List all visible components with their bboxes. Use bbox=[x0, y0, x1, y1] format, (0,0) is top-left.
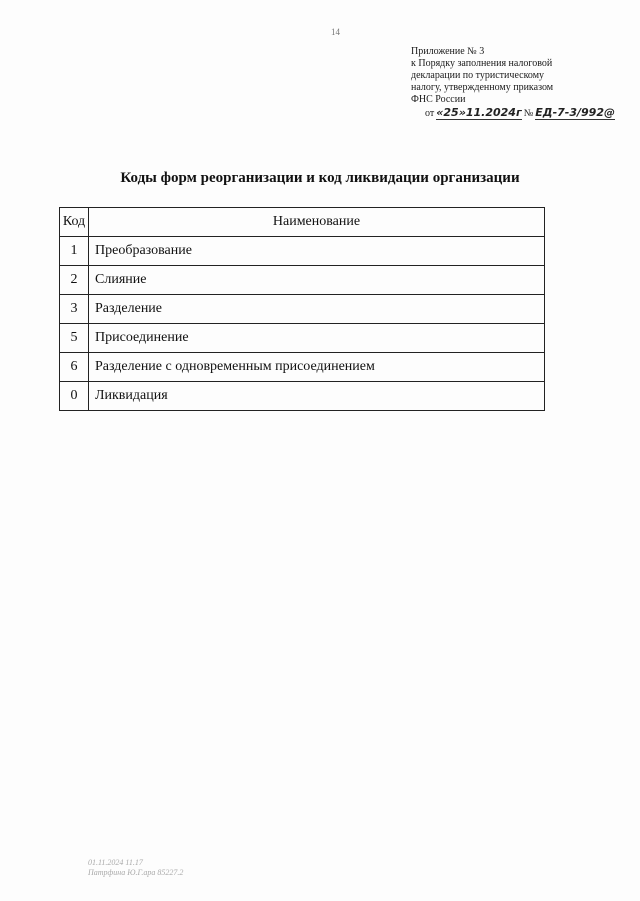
cell-name: Ликвидация bbox=[89, 382, 545, 411]
codes-table bbox=[59, 207, 545, 411]
cell-name: Разделение bbox=[89, 295, 545, 324]
footer-stamp bbox=[88, 858, 183, 878]
order-reference bbox=[411, 107, 626, 120]
document-title: Коды форм реорганизации и код ликвидации организации bbox=[120, 170, 520, 186]
table-row bbox=[60, 266, 545, 295]
table-row bbox=[60, 353, 545, 382]
header-name: Наименование bbox=[89, 208, 545, 237]
header-code: Код bbox=[60, 208, 89, 237]
cell-code: 6 bbox=[60, 353, 89, 382]
table-row bbox=[60, 382, 545, 411]
cell-code: 3 bbox=[60, 295, 89, 324]
header-line: налогу, утвержденному приказом bbox=[411, 82, 554, 93]
footer-timestamp: 01.11.2024 11.17 bbox=[88, 858, 143, 867]
ref-from-label: от bbox=[425, 108, 435, 119]
cell-code: 1 bbox=[60, 237, 89, 266]
page-number: 14 bbox=[331, 27, 340, 37]
handwritten-date: «25»11.2024г bbox=[436, 106, 522, 119]
header-line: Приложение № 3 bbox=[411, 46, 485, 57]
table-header-row bbox=[60, 208, 545, 237]
table-row bbox=[60, 237, 545, 266]
header-line: декларации по туристическому bbox=[411, 70, 545, 81]
cell-name: Присоединение bbox=[89, 324, 545, 353]
cell-code: 0 bbox=[60, 382, 89, 411]
cell-name: Слияние bbox=[89, 266, 545, 295]
cell-code: 5 bbox=[60, 324, 89, 353]
approval-header bbox=[411, 46, 626, 120]
number-sign: № bbox=[523, 108, 534, 119]
header-line: к Порядку заполнения налоговой bbox=[411, 58, 553, 69]
table-row bbox=[60, 324, 545, 353]
table-row bbox=[60, 295, 545, 324]
cell-name: Преобразование bbox=[89, 237, 545, 266]
cell-name: Разделение с одновременным присоединением bbox=[89, 353, 545, 382]
header-line: ФНС России bbox=[411, 94, 466, 105]
footer-author: Патрфина Ю.Г.ара 85227.2 bbox=[88, 868, 184, 877]
cell-code: 2 bbox=[60, 266, 89, 295]
handwritten-order-number: ЕД-7-3/992@ bbox=[535, 106, 615, 119]
